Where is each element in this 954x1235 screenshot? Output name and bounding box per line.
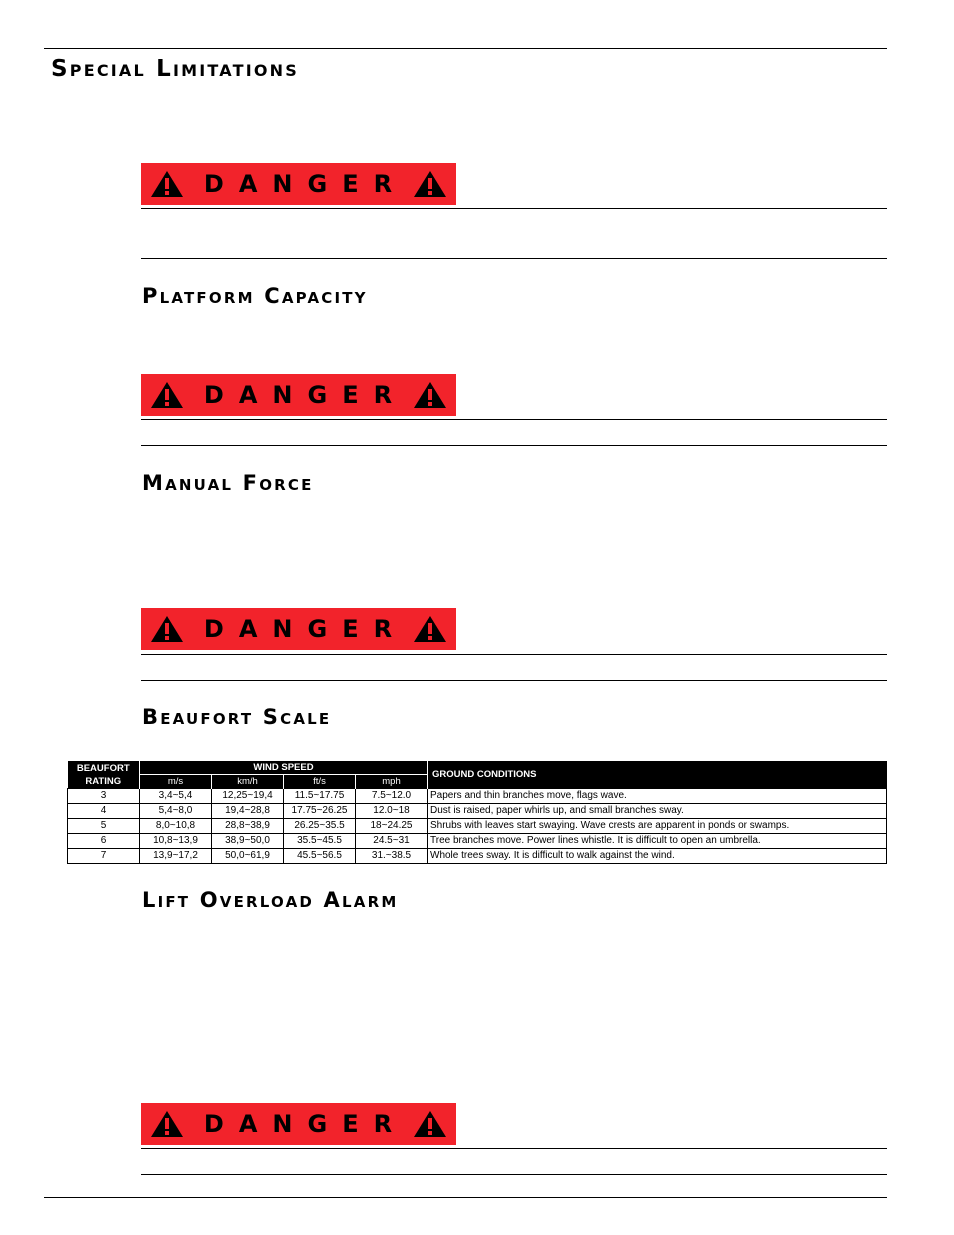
cell-ground: Whole trees sway. It is difficult to walk against the wind.: [428, 849, 887, 864]
cell-mph: 7.5~12.0: [356, 789, 428, 804]
cell-mph: 12.0~18: [356, 804, 428, 819]
cell-fts: 45.5~56.5: [284, 849, 356, 864]
header-unit-mph: mph: [356, 775, 428, 789]
danger-banner: [141, 608, 456, 650]
header-beaufort-rating: BEAUFORT RATING: [68, 761, 140, 789]
divider-rule: [141, 419, 887, 420]
divider-rule: [141, 445, 887, 446]
divider-rule: [141, 1174, 887, 1175]
header-unit-fts: ft/s: [284, 775, 356, 789]
cell-mph: 31.~38.5: [356, 849, 428, 864]
top-rule: [44, 48, 887, 49]
cell-kmh: 19,4~28,8: [212, 804, 284, 819]
danger-banner: [141, 163, 456, 205]
warning-triangle-icon: [413, 381, 447, 409]
cell-ms: 3,4~5,4: [140, 789, 212, 804]
cell-mph: 24.5~31: [356, 834, 428, 849]
cell-rating: 7: [68, 849, 140, 864]
cell-fts: 11.5~17.75: [284, 789, 356, 804]
header-unit-ms: m/s: [140, 775, 212, 789]
cell-kmh: 38,9~50,0: [212, 834, 284, 849]
warning-triangle-icon: [413, 1110, 447, 1138]
cell-kmh: 28,8~38,9: [212, 819, 284, 834]
cell-ground: Dust is raised, paper whirls up, and small branches sway.: [428, 804, 887, 819]
danger-label: DANGER: [203, 381, 408, 409]
cell-ground: Papers and thin branches move, flags wave.: [428, 789, 887, 804]
header-unit-kmh: km/h: [212, 775, 284, 789]
danger-label: DANGER: [203, 615, 408, 643]
beaufort-table: [67, 761, 887, 864]
divider-rule: [141, 258, 887, 259]
danger-label: DANGER: [203, 170, 408, 198]
cell-fts: 26.25~35.5: [284, 819, 356, 834]
table-row: [68, 804, 887, 819]
table-row: [68, 849, 887, 864]
bottom-rule: [44, 1197, 887, 1198]
cell-mph: 18~24.25: [356, 819, 428, 834]
cell-kmh: 12,25~19,4: [212, 789, 284, 804]
divider-rule: [141, 654, 887, 655]
cell-ms: 10,8~13,9: [140, 834, 212, 849]
cell-ms: 13,9~17,2: [140, 849, 212, 864]
warning-triangle-icon: [150, 1110, 184, 1138]
danger-label: DANGER: [203, 1110, 408, 1138]
heading-platform-capacity: Platform Capacity: [142, 284, 368, 308]
heading-special-limitations: Special Limitations: [51, 56, 299, 82]
cell-rating: 4: [68, 804, 140, 819]
warning-triangle-icon: [413, 170, 447, 198]
danger-banner: [141, 1103, 456, 1145]
divider-rule: [141, 208, 887, 209]
cell-fts: 17.75~26.25: [284, 804, 356, 819]
heading-lift-overload-alarm: Lift Overload Alarm: [142, 888, 399, 912]
cell-ground: Shrubs with leaves start swaying. Wave crests are apparent in ponds or swamps.: [428, 819, 887, 834]
table-row: [68, 819, 887, 834]
warning-triangle-icon: [413, 615, 447, 643]
cell-fts: 35.5~45.5: [284, 834, 356, 849]
header-wind-speed: WIND SPEED: [140, 761, 428, 775]
header-ground-conditions: GROUND CONDITIONS: [428, 761, 887, 789]
cell-ms: 5,4~8,0: [140, 804, 212, 819]
divider-rule: [141, 1148, 887, 1149]
cell-kmh: 50,0~61,9: [212, 849, 284, 864]
table-row: [68, 834, 887, 849]
cell-ms: 8,0~10,8: [140, 819, 212, 834]
cell-rating: 6: [68, 834, 140, 849]
warning-triangle-icon: [150, 615, 184, 643]
warning-triangle-icon: [150, 381, 184, 409]
table-row: [68, 789, 887, 804]
heading-manual-force: Manual Force: [142, 471, 314, 495]
danger-banner: [141, 374, 456, 416]
divider-rule: [141, 680, 887, 681]
cell-rating: 5: [68, 819, 140, 834]
cell-ground: Tree branches move. Power lines whistle. It is difficult to open an umbrella.: [428, 834, 887, 849]
cell-rating: 3: [68, 789, 140, 804]
heading-beaufort-scale: Beaufort Scale: [142, 705, 332, 729]
warning-triangle-icon: [150, 170, 184, 198]
